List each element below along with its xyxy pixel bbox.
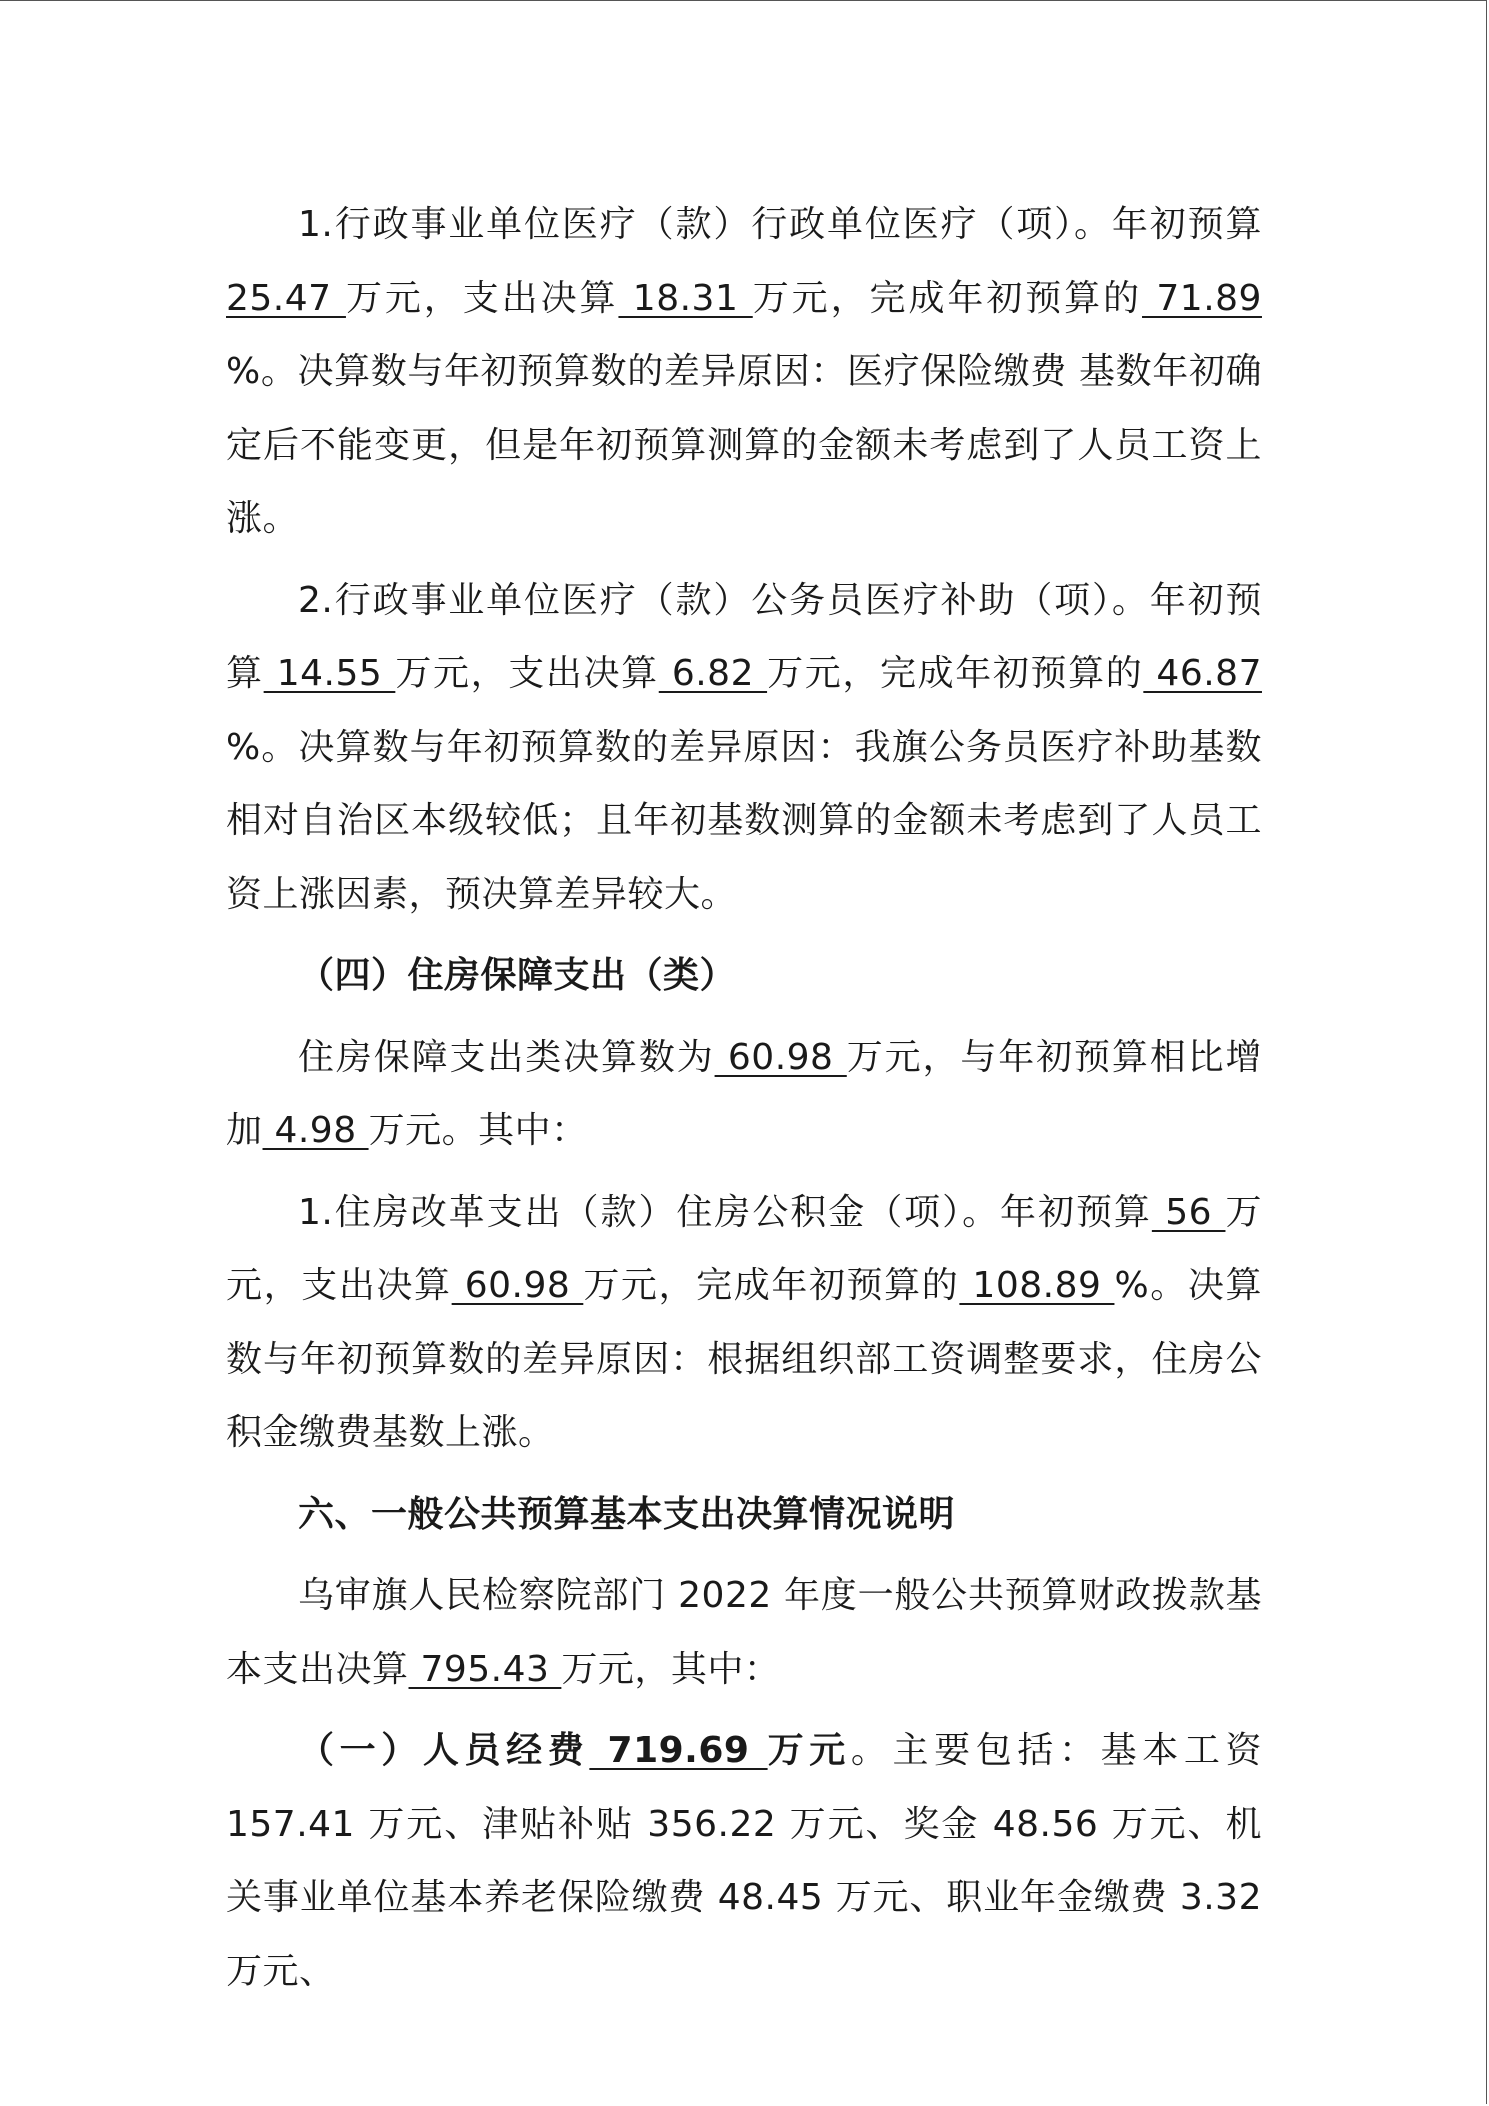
heading-basic-expenditure: 六、一般公共预算基本支出决算情况说明 [298, 1493, 956, 1535]
final-value: 6.82 [658, 653, 768, 694]
increase-value: 4.98 [262, 1110, 369, 1151]
text: 万元，支出决算 [395, 653, 659, 694]
unit: 万元 [767, 1730, 851, 1771]
text: %。决算数与年初预算数的差异原因：医疗保险缴费 基数年初确定后不能变更，但是年初预算测算的金额未考虑到了人员工资上涨。 [226, 351, 1262, 539]
text: 乌审旗人民检察院部门 2022 年度一般公共预算财政拨款基本支出决算 [226, 1575, 1262, 1690]
paragraph-medical-admin [226, 188, 1262, 556]
completion-rate: 71.89 [1142, 277, 1262, 319]
final-value: 60.98 [714, 1036, 847, 1078]
paragraph-housing-fund [226, 1176, 1262, 1470]
paragraph-housing-summary [226, 1021, 1262, 1168]
text: 万元，完成年初预算的 [583, 1265, 960, 1306]
completion-rate: 46.87 [1143, 653, 1262, 694]
paragraph-basic-expenditure [226, 1559, 1262, 1706]
text: 2.行政事业单位医疗（款）公务员医疗补助（项）。年初预算 [226, 579, 1262, 694]
final-value: 60.98 [451, 1265, 584, 1306]
heading-housing: （四）住房保障支出（类） [298, 955, 737, 996]
text: 万元，支出决算 [345, 277, 619, 319]
paragraph-medical-subsidy [226, 564, 1262, 932]
text: 万元，与年初预算相比增加 [226, 1036, 1262, 1151]
budget-value: 25.47 [226, 277, 346, 319]
final-value: 18.31 [618, 277, 753, 319]
text: %。决算数与年初预算数的差异原因：根据组织部工资调整要求，住房公积金缴费基数上涨。 [226, 1265, 1262, 1453]
text: 万元，其中： [561, 1648, 781, 1690]
budget-value: 14.55 [263, 653, 396, 694]
budget-value: 56 [1151, 1191, 1226, 1233]
text: 万元，支出决算 [226, 1191, 1262, 1306]
text: 住房保障支出类决算数为 [298, 1036, 715, 1078]
text: %。决算数与年初预算数的差异原因：我旗公务员医疗补助基数相对自治区本级较低；且年初基数测算的金额未考虑到了人员工资上涨因素，预决算差异较大。 [226, 726, 1262, 915]
document-body [226, 188, 1262, 2008]
text: 万元，完成年初预算的 [767, 653, 1144, 694]
personnel-value: 719.69 [589, 1730, 768, 1771]
completion-rate: 108.89 [959, 1265, 1115, 1306]
section-lead: （一）人员经费 [298, 1730, 590, 1771]
final-value: 795.43 [408, 1648, 562, 1690]
text: 万元，完成年初预算的 [752, 277, 1143, 319]
text: 1.行政事业单位医疗（款）行政单位医疗（项）。年初预算 [298, 204, 1262, 245]
text: 万元。其中： [368, 1110, 588, 1151]
text: 。主要包括：基本工资 157.41 万元、津贴补贴 356.22 万元、奖金 48.56 万元、机关事业单位基本养老保险缴费 48.45 万元、职业年金缴费 3.32 万元、 [226, 1730, 1262, 1992]
text: 1.住房改革支出（款）住房公积金（项）。年初预算 [298, 1191, 1152, 1233]
paragraph-personnel-costs [226, 1714, 1262, 2008]
